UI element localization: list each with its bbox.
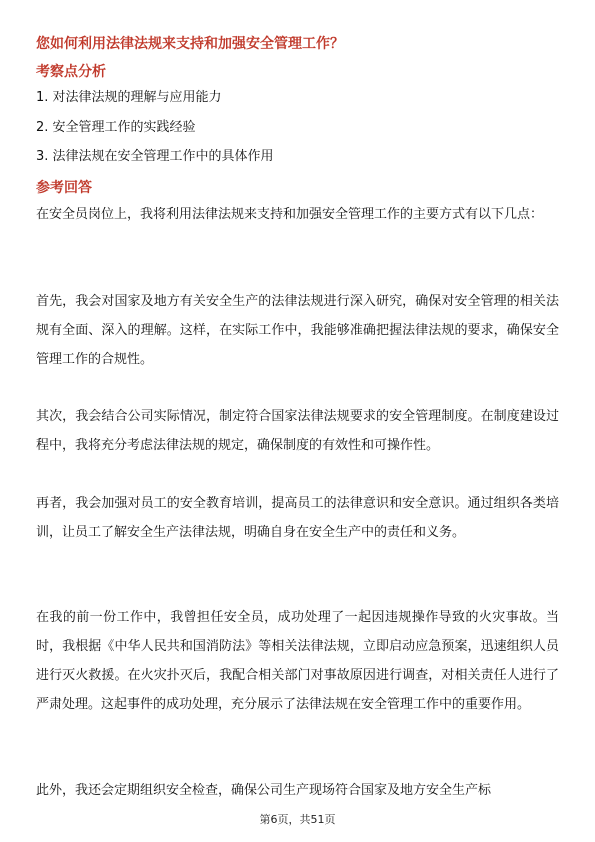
analysis-item-2: 2. 安全管理工作的实践经验 xyxy=(36,120,196,135)
question-title: 您如何利用法律法规来支持和加强安全管理工作？ xyxy=(36,36,344,52)
analysis-heading: 考察点分析 xyxy=(36,64,106,80)
answer-paragraph-third: 再者，我会加强对员工的安全教育培训，提高员工的法律意识和安全意识。通过组织各类培训，让员工了解安全生产法律法规，明确自身在安全生产中的责任和义务。 xyxy=(36,496,559,540)
analysis-item-3: 3. 法律法规在安全管理工作中的具体作用 xyxy=(36,149,274,164)
answer-paragraph-intro: 在安全员岗位上，我将利用法律法规来支持和加强安全管理工作的主要方式有以下几点： xyxy=(36,207,544,222)
page-number: 第6页，共51页 xyxy=(259,813,336,826)
answer-paragraph-first: 首先，我会对国家及地方有关安全生产的法律法规进行深入研究，确保对安全管理的相关法规有全面、深入的理解。这样，在实际工作中，我能够准确把握法律法规的要求，确保安全管理工作的合规性。 xyxy=(36,294,559,367)
answer-paragraph-second: 其次，我会结合公司实际情况，制定符合国家法律法规要求的安全管理制度。在制度建设过程中，我将充分考虑法律法规的规定，确保制度的有效性和可操作性。 xyxy=(36,409,559,453)
analysis-item-1: 1. 对法律法规的理解与应用能力 xyxy=(36,90,222,105)
answer-paragraph-example: 在我的前一份工作中，我曾担任安全员，成功处理了一起因违规操作导致的火灾事故。当时，我根据《中华人民共和国消防法》等相关法律法规，立即启动应急预案，迅速组织人员进行灭火救援。在火灾扑灭后，我配合相关部门对事故原因进行调查，对相关责任人进行了严肃处理。这起事件的成功处理，充分展示了法律法规在安全管理工作中的重要作用。 xyxy=(36,610,559,712)
answer-heading: 参考回答 xyxy=(36,180,92,196)
answer-paragraph-additional: 此外，我还会定期组织安全检查，确保公司生产现场符合国家及地方安全生产标 xyxy=(36,783,492,798)
